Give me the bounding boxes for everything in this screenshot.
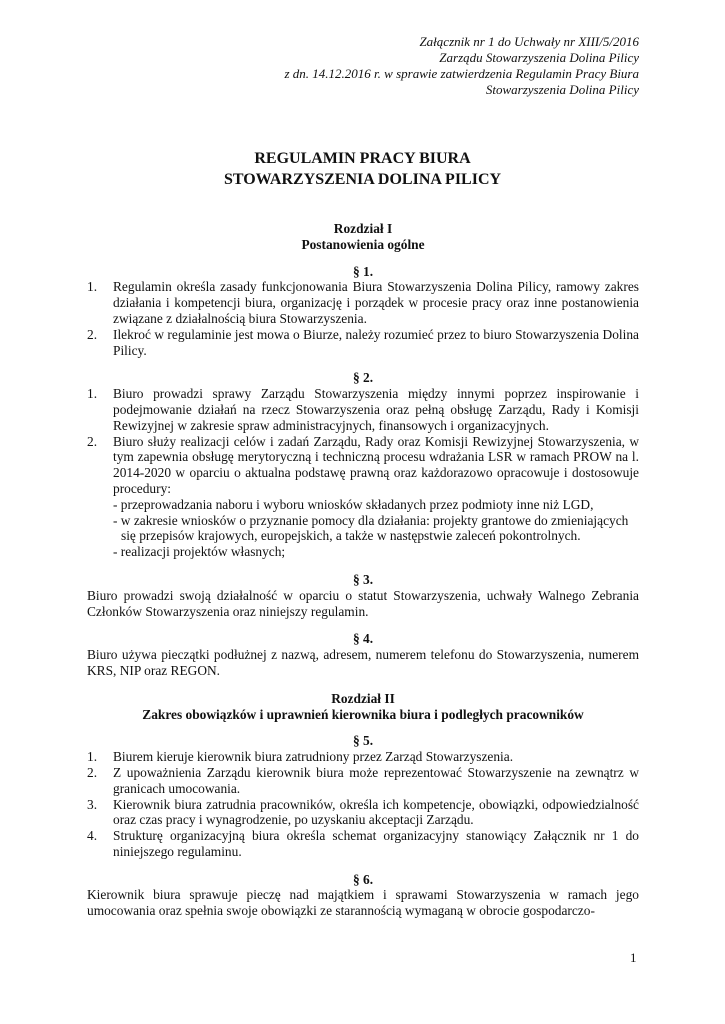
- item-text: Biuro służy realizacji celów i zadań Zarządu, Rady oraz Komisji Rewizyjnej Stowarzyszenia, w tym zapewnia obsługę merytoryczną i techniczną procesu wdrażania LSR w ramach PROW na l. 2014-2020 w oparciu o aktualna podstawę prawną oraz każdorazowo opracowuje i dostosowuje procedury:: [113, 433, 639, 496]
- item-text: Ilekroć w regulaminie jest mowa o Biurze, należy rozumieć przez to biuro Stowarzyszenia Dolina Pilicy.: [113, 326, 639, 358]
- section-3-heading: § 3.: [352, 571, 374, 587]
- item-number: 1.: [87, 279, 98, 295]
- procedure-item-continuation: się przepisów krajowych, europejskich, a także w następstwie zaleceń pokontrolnych.: [121, 528, 581, 544]
- section-4-heading: § 4.: [352, 631, 374, 647]
- item-number: 1.: [87, 386, 98, 402]
- procedure-item: - realizacji projektów własnych;: [113, 544, 286, 560]
- procedure-item: - w zakresie wniosków o przyznanie pomocy dla działania: projekty grantowe do zmieniających: [113, 512, 629, 528]
- section-1-item: [87, 279, 639, 326]
- document-body: [87, 221, 639, 919]
- item-text: Z upoważnienia Zarządu kierownik biura może reprezentować Stowarzyszenie na zewnątrz w granicach umocowania.: [113, 764, 639, 796]
- item-number: 4.: [87, 828, 98, 844]
- section-5-item: [87, 828, 639, 860]
- item-number: 2.: [87, 326, 98, 342]
- item-text: Biurem kieruje kierownik biura zatrudniony przez Zarząd Stowarzyszenia.: [113, 749, 514, 765]
- header-line-4: Stowarzyszenia Dolina Pilicy: [485, 82, 639, 97]
- section-2-item: [87, 434, 639, 497]
- section-5-item: [87, 765, 639, 797]
- chapter-1-heading: Rozdział I: [333, 221, 393, 236]
- item-number: 1.: [87, 749, 98, 765]
- header-line-2: Zarządu Stowarzyszenia Dolina Pilicy: [439, 50, 639, 65]
- item-number: 2.: [87, 764, 98, 780]
- section-3-text: Biuro prowadzi swoją działalność w oparciu o statut Stowarzyszenia, uchwały Walnego Zebrania Członków Stowarzyszenia oraz niniejszy regulamin.: [87, 587, 639, 619]
- item-number: 3.: [87, 796, 98, 812]
- item-text: Strukturę organizacyjną biura określa schemat organizacyjny stanowiący Załącznik nr 1 do niniejszego regulaminu.: [113, 828, 639, 859]
- attachment-header: [79, 34, 639, 98]
- section-5-item: [87, 749, 639, 765]
- section-4-text: Biuro używa pieczątki podłużnej z nazwą, adresem, numerem telefonu do Stowarzyszenia, numerem KRS, NIP oraz REGON.: [87, 647, 639, 678]
- page-number: 1: [630, 950, 637, 965]
- item-number: 2.: [87, 433, 98, 449]
- item-text: Biuro prowadzi sprawy Zarządu Stowarzyszenia między innymi poprzez inspirowanie i podejmowanie działań na rzecz Stowarzyszenia oraz pełną obsługę Zarządu, Rady i Komisji Rewizyjnej w zakresie spraw administracyjnych, finansowych i organizacyjnych.: [113, 386, 639, 433]
- title-line-1: REGULAMIN PRACY BIURA: [254, 150, 471, 167]
- item-text: Kierownik biura zatrudnia pracowników, określa ich kompetencje, obowiązki, odpowiedzialność oraz czas pracy i wynagrodzenie, po uzyskaniu akceptacji Zarządu.: [113, 796, 639, 828]
- chapter-2-heading: Rozdział II: [331, 690, 395, 706]
- header-line-3: z dn. 14.12.2016 r. w sprawie zatwierdzenia Regulamin Pracy Biura: [284, 66, 639, 81]
- section-1-item: [87, 327, 639, 359]
- section-6-heading: § 6.: [352, 871, 374, 887]
- document-title: [0, 148, 725, 190]
- header-line-1: Załącznik nr 1 do Uchwały nr XIII/5/2016: [419, 34, 639, 49]
- section-2-item: [87, 386, 639, 433]
- section-5-heading: § 5.: [352, 733, 374, 749]
- section-2-heading: § 2.: [352, 370, 374, 386]
- section-1-heading: § 1.: [352, 263, 374, 279]
- item-text: Regulamin określa zasady funkcjonowania Biura Stowarzyszenia Dolina Pilicy, ramowy zakres działania i kompetencji biura, organizację i porządek w procesie pracy oraz inne postanowienia związane z działalnością biura Stowarzyszenia.: [113, 279, 639, 326]
- procedure-item: - przeprowadzania naboru i wyboru wniosków składanych przez podmioty inne niż LGD,: [113, 496, 594, 512]
- procedure-list: [87, 497, 639, 560]
- title-line-2: STOWARZYSZENIA DOLINA PILICY: [223, 171, 502, 188]
- section-5-item: [87, 797, 639, 829]
- chapter-1-subheading: Postanowienia ogólne: [301, 236, 425, 252]
- section-6-text: Kierownik biura sprawuje pieczę nad majątkiem i sprawami Stowarzyszenia w ramach jego umocowania oraz spełnia swoje obowiązki ze starannością wymaganą w obrocie gospodarczo-: [87, 887, 639, 919]
- chapter-2-subheading: Zakres obowiązków i uprawnień kierownika biura i podległych pracowników: [142, 706, 584, 722]
